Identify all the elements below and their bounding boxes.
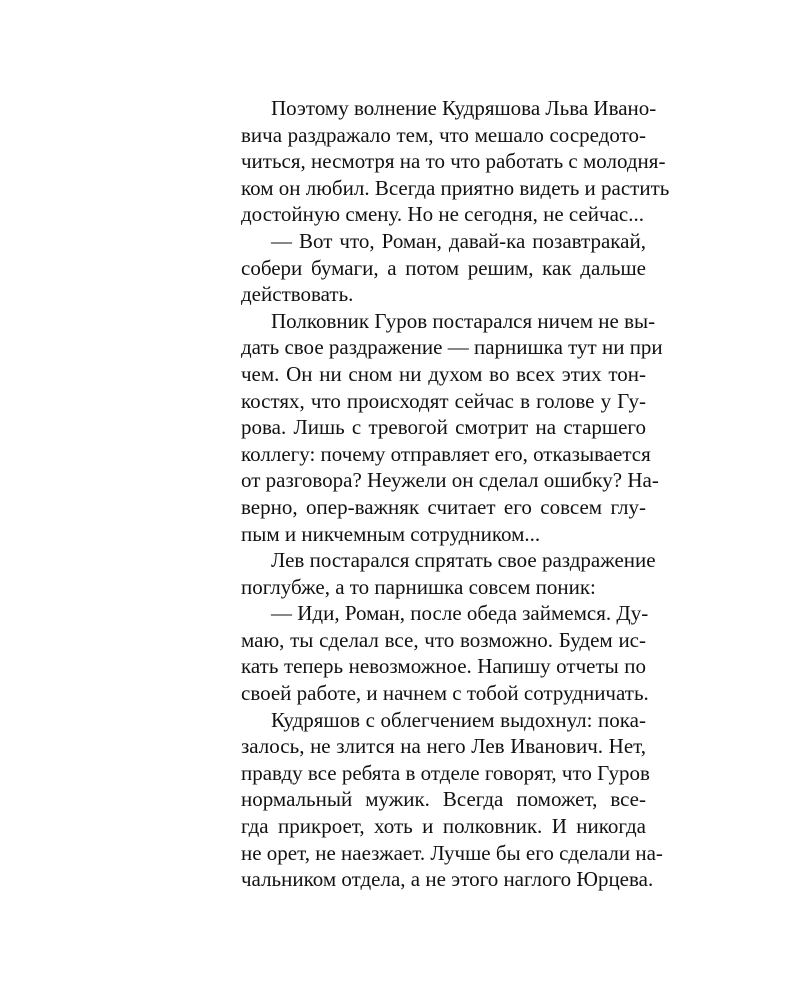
text-line: ком он любил. Всегда приятно видеть и растить <box>241 175 670 200</box>
text-line: своей работе, и начнем с тобой сотрудничать. <box>241 681 649 706</box>
text-line: действовать. <box>241 282 354 307</box>
text-line: достойную смену. Но не сегодня, не сейчас... <box>241 202 644 227</box>
paragraph <box>211 95 670 228</box>
text-line: верно, опер-важняк считает его совсем глу- <box>241 494 646 519</box>
text-line: костях, что происходят сейчас в голове у Гу- <box>241 388 646 413</box>
text-line: дать свое раздражение — парнишка тут ни при <box>241 335 663 360</box>
page-text <box>211 95 670 893</box>
text-line: Полковник Гуров постарался ничем не вы- <box>271 308 656 333</box>
text-line: нормальный мужик. Всегда поможет, все- <box>241 787 646 812</box>
text-line: коллегу: почему отправляет его, отказывается <box>241 441 651 466</box>
text-line: Лев постарался спрятать свое раздражение <box>271 548 656 573</box>
text-line: вича раздражало тем, что мешало сосредото- <box>241 122 646 147</box>
text-line: от разговора? Неужели он сделал ошибку? На- <box>241 468 659 493</box>
text-line: пым и никчемным сотрудником... <box>241 521 541 546</box>
text-line: чальником отдела, а не этого наглого Юрцева. <box>241 867 654 892</box>
text-line: рова. Лишь с тревогой смотрит на старшего <box>241 415 646 440</box>
text-line: — Вот что, Роман, давай-ка позавтракай, <box>271 228 646 253</box>
text-line: Поэтому волнение Кудряшова Льва Ивано- <box>271 96 657 120</box>
text-line: поглубже, а то парнишка совсем поник: <box>241 574 596 599</box>
paragraph <box>211 308 663 547</box>
text-line: собери бумаги, а потом решим, как дальше <box>241 255 646 280</box>
text-line: правду все ребята в отделе говорят, что Гуров <box>241 760 650 785</box>
text-line: гда прикроет, хоть и полковник. И никогда <box>241 814 646 839</box>
text-line: залось, не злится на него Лев Иванович. Нет, <box>241 734 646 759</box>
text-line: маю, ты сделал все, что возможно. Будем ис- <box>241 627 646 652</box>
text-line: читься, несмотря на то что работать с молодня- <box>241 149 666 174</box>
paragraph <box>211 600 649 706</box>
text-line: Кудряшов с облегчением выдохнул: пока- <box>271 707 646 732</box>
text-line: кать теперь невозможное. Напишу отчеты по <box>241 654 646 679</box>
paragraph <box>211 228 646 308</box>
text-line: — Иди, Роман, после обеда займемся. Ду- <box>271 601 649 626</box>
paragraph <box>211 547 656 600</box>
text-line: не орет, не наезжает. Лучше бы его сделали на- <box>241 840 663 865</box>
text-line: чем. Он ни сном ни духом во всех этих тон- <box>241 361 646 386</box>
paragraph <box>211 707 663 893</box>
